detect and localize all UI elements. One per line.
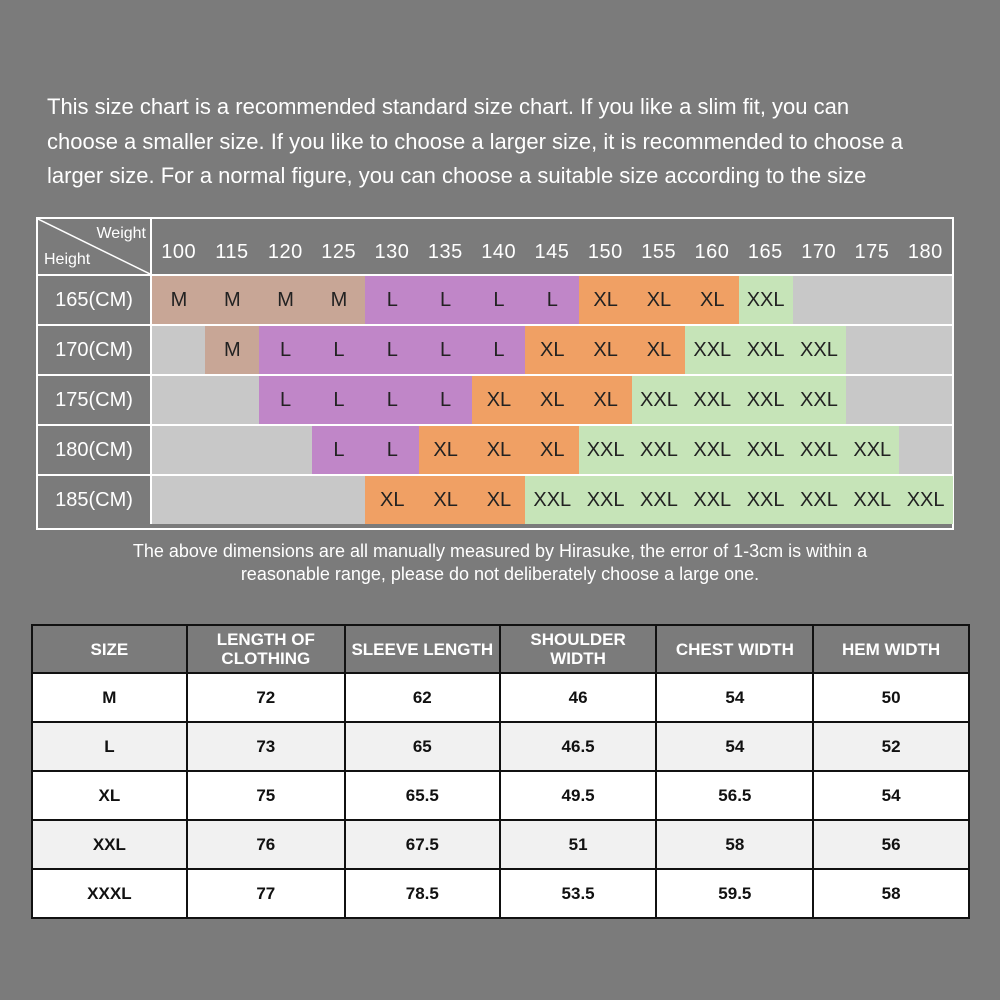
size-cell: XXL: [579, 426, 633, 474]
size-cell: L: [472, 326, 526, 374]
height-label: 175(CM): [38, 376, 152, 424]
size-cell: XXL: [685, 476, 739, 524]
size-cell: XXL: [685, 426, 739, 474]
measurement-cell: 46: [500, 673, 657, 722]
column-header: LENGTH OF CLOTHING: [187, 625, 345, 673]
height-label: 165(CM): [38, 276, 152, 324]
size-cell: XXL: [792, 476, 846, 524]
size-recommendation-grid: [36, 217, 954, 530]
measurement-cell: 75: [187, 771, 345, 820]
weight-header-140: 140: [481, 241, 517, 263]
size-cell: XXL: [632, 376, 686, 424]
size-cell: XXL: [739, 326, 793, 374]
measurement-table: [31, 624, 970, 919]
size-cell: XXL: [632, 426, 686, 474]
measurement-cell: 65: [345, 722, 500, 771]
size-cell: L: [259, 326, 313, 374]
size-cell: XXL: [792, 376, 846, 424]
measurement-cell: 54: [656, 722, 813, 771]
grid-row: [38, 376, 952, 424]
size-cell: L: [259, 376, 313, 424]
column-header: HEM WIDTH: [813, 625, 969, 673]
measurement-cell: 72: [187, 673, 345, 722]
measurement-cell: 51: [500, 820, 657, 869]
size-cell: XXL: [899, 476, 953, 524]
size-cell: XXL: [739, 426, 793, 474]
weight-header-160: 160: [694, 241, 730, 263]
size-cell: XL: [632, 326, 686, 374]
size-cell: XXL: [579, 476, 633, 524]
measurement-cell: 49.5: [500, 771, 657, 820]
size-label-cell: XL: [32, 771, 187, 820]
size-label-cell: M: [32, 673, 187, 722]
height-label: 180(CM): [38, 426, 152, 474]
size-cell: L: [525, 276, 579, 324]
measurement-cell: 62: [345, 673, 500, 722]
size-cell: XL: [525, 326, 579, 374]
measurement-cell: 54: [813, 771, 969, 820]
size-cell: L: [472, 276, 526, 324]
height-label: 170(CM): [38, 326, 152, 374]
height-axis-label: Height: [44, 251, 91, 268]
grid-row: [38, 326, 952, 374]
size-cell: XL: [419, 476, 473, 524]
measurement-cell: 56: [813, 820, 969, 869]
measurement-cell: 59.5: [656, 869, 813, 918]
weight-header-row: [152, 219, 952, 274]
height-label: 185(CM): [38, 476, 152, 524]
size-cell: L: [365, 426, 419, 474]
size-cell: M: [152, 276, 206, 324]
size-label-cell: XXL: [32, 820, 187, 869]
size-cell: XL: [525, 376, 579, 424]
weight-header-155: 155: [641, 241, 677, 263]
size-label-cell: L: [32, 722, 187, 771]
weight-axis-label: Weight: [96, 225, 146, 242]
size-cell: M: [259, 276, 313, 324]
weight-header-120: 120: [267, 241, 303, 263]
measurement-table-header: [32, 625, 969, 673]
measurement-cell: 46.5: [500, 722, 657, 771]
size-cell: XXL: [685, 326, 739, 374]
size-cells: [152, 276, 952, 324]
weight-header-165: 165: [747, 241, 783, 263]
measurement-cell: 76: [187, 820, 345, 869]
size-cell: XL: [472, 376, 526, 424]
weight-header-175: 175: [854, 241, 890, 263]
measurement-cell: 73: [187, 722, 345, 771]
size-cell: L: [419, 276, 473, 324]
size-cell: XXL: [632, 476, 686, 524]
measurement-cell: 58: [656, 820, 813, 869]
size-cell: XL: [579, 376, 633, 424]
size-cell: XXL: [845, 426, 899, 474]
weight-header-135: 135: [427, 241, 463, 263]
table-row: [32, 820, 969, 869]
table-row: [32, 771, 969, 820]
size-cell: XL: [472, 476, 526, 524]
size-cell: XXL: [685, 376, 739, 424]
weight-header-145: 145: [534, 241, 570, 263]
size-cells: [152, 376, 952, 424]
size-cell: L: [365, 326, 419, 374]
size-cells: [152, 426, 952, 474]
size-cell: XL: [525, 426, 579, 474]
grid-row: [38, 476, 952, 524]
measurement-cell: 52: [813, 722, 969, 771]
size-cell: XXL: [792, 326, 846, 374]
weight-header-125: 125: [321, 241, 357, 263]
size-cell: L: [365, 376, 419, 424]
grid-row: [38, 276, 952, 324]
column-header: SIZE: [32, 625, 187, 673]
size-cell: XL: [472, 426, 526, 474]
weight-header-115: 115: [215, 241, 249, 263]
size-cells: [152, 476, 952, 524]
size-cell: XL: [579, 276, 633, 324]
size-cell: XXL: [739, 276, 793, 324]
table-row: [32, 722, 969, 771]
size-cells: [152, 326, 952, 374]
size-cell: XXL: [739, 476, 793, 524]
measurement-cell: 65.5: [345, 771, 500, 820]
size-cell: XL: [579, 326, 633, 374]
size-label-cell: XXXL: [32, 869, 187, 918]
weight-header-170: 170: [801, 241, 837, 263]
size-cell: M: [205, 326, 259, 374]
size-cell: L: [419, 376, 473, 424]
measurement-cell: 78.5: [345, 869, 500, 918]
weight-header-150: 150: [587, 241, 623, 263]
size-cell: XL: [685, 276, 739, 324]
table-row: [32, 869, 969, 918]
size-cell: XL: [365, 476, 419, 524]
size-cell: XXL: [845, 476, 899, 524]
size-cell: L: [365, 276, 419, 324]
size-cell: L: [312, 426, 366, 474]
size-cell: XXL: [525, 476, 579, 524]
measurement-cell: 50: [813, 673, 969, 722]
size-cell: L: [312, 326, 366, 374]
measurement-note: The above dimensions are all manually measured by Hirasuke, the error of 1-3cm is within a reasonable range, please do not deliberately choose a large one.: [132, 541, 868, 584]
weight-header-180: 180: [907, 241, 943, 263]
column-header: CHEST WIDTH: [656, 625, 813, 673]
measurement-cell: 58: [813, 869, 969, 918]
grid-row: [38, 426, 952, 474]
measurement-cell: 67.5: [345, 820, 500, 869]
measurement-cell: 54: [656, 673, 813, 722]
size-cell: M: [312, 276, 366, 324]
measurement-cell: 56.5: [656, 771, 813, 820]
size-cell: XL: [419, 426, 473, 474]
size-cell: XXL: [739, 376, 793, 424]
size-cell: XXL: [792, 426, 846, 474]
grid-corner-header: [38, 219, 152, 276]
column-header: SLEEVE LENGTH: [345, 625, 500, 673]
weight-header-100: 100: [161, 241, 197, 263]
size-cell: L: [312, 376, 366, 424]
table-row: [32, 673, 969, 722]
measurement-cell: 77: [187, 869, 345, 918]
size-cell: L: [419, 326, 473, 374]
weight-header-130: 130: [374, 241, 410, 263]
intro-text: This size chart is a recommended standard size chart. If you like a slim fit, you can choose a smaller size. If you like to choose a larger size, it is recommended to choose a larger size. For a normal figure, you can choose a suitable size according to the size: [47, 94, 903, 188]
measurement-cell: 53.5: [500, 869, 657, 918]
column-header: SHOULDER WIDTH: [500, 625, 657, 673]
size-cell: XL: [632, 276, 686, 324]
size-cell: M: [205, 276, 259, 324]
